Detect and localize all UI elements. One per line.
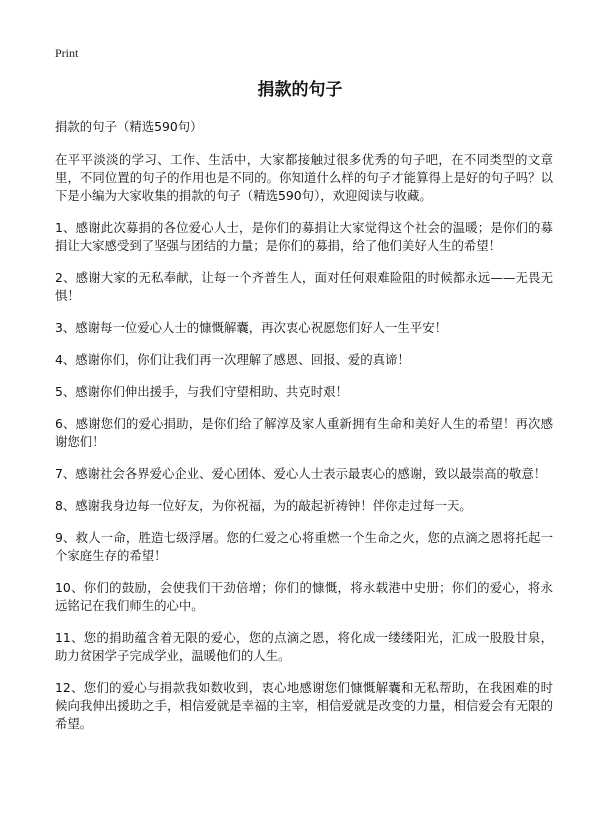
- print-link[interactable]: Print: [55, 46, 79, 60]
- list-item: 9、救人一命，胜造七级浮屠。您的仁爱之心将重燃一个生命之火，您的点滴之恩将托起一个家庭生存的希望！: [55, 530, 553, 563]
- list-item: 2、感谢大家的无私奉献，让每一个齐普生人，面对任何艰难险阻的时候都永远——无畏无惧！: [55, 270, 553, 303]
- list-item: 11、您的捐助蕴含着无限的爱心，您的点滴之恩，将化成一缕缕阳光，汇成一股股甘泉，助力贫困学子完成学业，温暖他们的人生。: [55, 630, 553, 663]
- list-item: 8、感谢我身边每一位好友，为你祝福，为的敲起祈祷钟！伴你走过每一天。: [55, 498, 472, 513]
- article-body: [55, 118, 553, 747]
- list-item: 10、你们的鼓励，会使我们干劲倍增；你们的慷慨，将永载港中史册；你们的爱心，将永远铭记在我们师生的心中。: [55, 580, 553, 613]
- list-item: 5、感谢你们伸出援手，与我们守望相助、共克时艰！: [55, 384, 348, 399]
- list-item: 1、感谢此次募捐的各位爱心人士，是你们的募捐让大家觉得这个社会的温暖；是你们的募捐让大家感受到了坚强与团结的力量；是你们的募捐，给了他们美好人生的希望！: [55, 220, 553, 253]
- article-subtitle: 捐款的句子（精选590句）: [55, 119, 203, 134]
- list-item: 6、感谢您们的爱心捐助，是你们给了解淳及家人重新拥有生命和美好人生的希望！再次感谢您们！: [55, 416, 553, 449]
- list-item: 3、感谢每一位爱心人士的慷慨解囊，再次衷心祝愿您们好人一生平安！: [55, 320, 447, 335]
- list-item: 4、感谢你们，你们让我们再一次理解了感恩、回报、爱的真谛！: [55, 352, 410, 367]
- page-title: 捐款的句子: [257, 80, 343, 100]
- intro-paragraph: 在平平淡淡的学习、工作、生活中，大家都接触过很多优秀的句子吧，在不同类型的文章里，不同位置的句子的作用也是不同的。你知道什么样的句子才能算得上是好的句子吗？以下是小编为大家收集的捐款的句子（精选590句），欢迎阅读与收藏。: [55, 152, 553, 203]
- list-item: 7、感谢社会各界爱心企业、爱心团体、爱心人士表示最衷心的感谢，致以最崇高的敬意！: [55, 466, 547, 481]
- list-item: 12、您们的爱心与捐款我如数收到，衷心地感谢您们慷慨解囊和无私帮助，在我困难的时候向我伸出援助之手，相信爱就是幸福的主宰，相信爱就是改变的力量，相信爱会有无限的希望。: [55, 680, 553, 731]
